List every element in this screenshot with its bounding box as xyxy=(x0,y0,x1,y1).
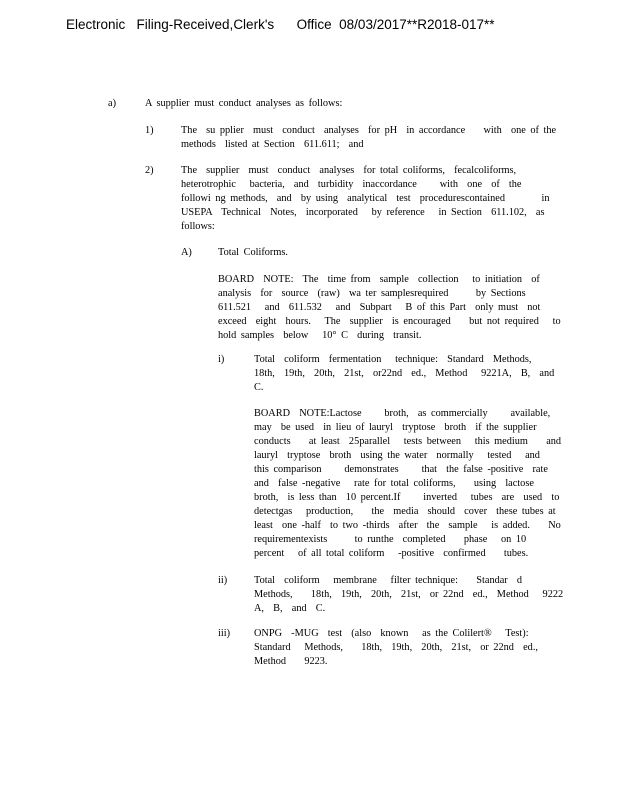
item-A-board-note: BOARD NOTE: The time from sample collection to initiation of analysis for source (raw) wa ter samplesrequired by Sections 611.521 and 611.532 and Subpart B of this Part only must not exceed eight hours. The supplier is encouraged but not required to hold samples below 10° C during transit. xyxy=(218,274,561,341)
section-label-a: a) xyxy=(108,98,116,109)
item-label-2: 2) xyxy=(145,165,154,176)
item-label-ii: ii) xyxy=(218,575,228,586)
item-1-text: The su pplier must conduct analyses for pH in accordance with one of the methods listed at Section 611.611; and xyxy=(181,125,557,150)
item-iii-text: ONPG -MUG test (also known as the Colilert® Test): Standard Methods, 18th, 19th, 20th, 21st, or 22nd ed., Method 9223. xyxy=(254,628,538,667)
item-i-board-note: BOARD NOTE:Lactose broth, as commercially available, may be used in lieu of lauryl tryptose broth if the supplier conducts at least 25parallel tests between this medium and lauryl tryptose broth using the water normally tested and this comparison demonstrates that the false -positive rate and false -negative rate for total coliforms, using lactose broth, is less than 10 percent.If inverted tubes are used to detectgas production, the media should cover these tubes at least one -half to two -thirds after the sample is added. No requirementexists to runthe completed phase on 10 percent of all total coliform -positive confirmed tubes. xyxy=(254,408,562,559)
item-label-A: A) xyxy=(181,247,192,258)
filing-header: Electronic Filing-Received,Clerk's Office 08/03/2017**R2018-017** xyxy=(66,17,495,32)
item-label-iii: iii) xyxy=(218,628,231,639)
item-label-i: i) xyxy=(218,354,225,365)
item-A-title: Total Coliforms. xyxy=(218,247,288,258)
section-a-intro: A supplier must conduct analyses as follows: xyxy=(145,98,343,109)
item-i-text: Total coliform fermentation technique: Standard Methods, 18th, 19th, 20th, 21st, or22nd ed., Method 9221A, B, and C. xyxy=(254,354,555,393)
item-ii-text: Total coliform membrane filter technique: Standar d Methods, 18th, 19th, 20th, 21st, or 22nd ed., Method 9222 A, B, and C. xyxy=(254,575,564,614)
item-2-text: The supplier must conduct analyses for total coliforms, fecalcoliforms, heterotrophic bacteria, and turbidity inaccordance with one of the followi ng methods, and by using analytical test procedurescontained in USEPA Technical Notes, incorporated by reference in Section 611.102, as follows: xyxy=(181,165,550,232)
item-label-1: 1) xyxy=(145,125,154,136)
